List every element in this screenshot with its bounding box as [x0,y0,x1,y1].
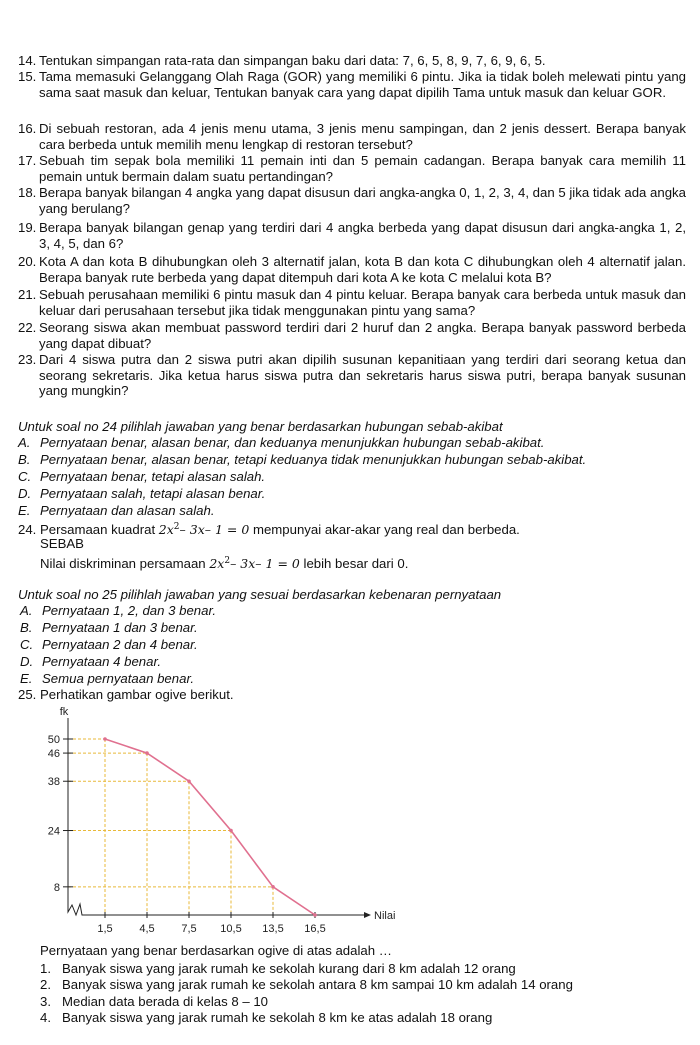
question-text: Perhatikan gambar ogive berikut. [40,687,234,702]
y-axis-label: fk [59,706,69,718]
x-tick-label: 4,5 [139,923,155,935]
data-point [313,913,317,917]
question-number: 25. [18,687,37,702]
question-17 [18,153,686,184]
statement-number: 4. [40,1010,51,1025]
question-number: 18. [18,185,37,200]
y-tick-label: 50 [47,734,60,746]
section-25-intro: Untuk soal no 25 pilihlah jawaban yang sesuai berdasarkan kebenaran pernyataan [18,587,502,602]
question-text-post: mempunyai akar-akar yang real dan berbeda. [252,522,520,538]
question-text: Berapa banyak bilangan 4 angka yang dapat disusun dari angka-angka 0, 1, 2, 3, 4, dan 5 jika tidak ada angka yang berulang? [39,185,686,216]
option-letter: D. [20,654,34,669]
chart-axes [63,718,371,918]
x-axis-arrow [364,912,371,918]
option-letter: D. [18,486,32,501]
question-24 [18,519,520,538]
option-d [18,486,265,502]
question-number: 16. [18,121,37,136]
option-b [20,620,198,636]
reason-text-post: lebih besar dari 0. [303,556,409,572]
option-text: Pernyataan 4 benar. [42,654,162,669]
option-a [18,435,544,451]
question-text: Di sebuah restoran, ada 4 jenis menu utama, 3 jenis menu sampingan, dan 2 jenis dessert. Berapa banyak cara berbeda untuk memilih menu lengkap di restoran tersebut? [39,121,686,152]
option-text: Pernyataan 2 dan 4 benar. [42,637,198,652]
data-point [145,751,149,755]
option-e [20,671,194,687]
question-text: Berapa banyak bilangan genap yang terdiri dari 4 angka berbeda yang dapat disusun dari angka-angka 1, 2, 3, 4, 5, dan 6? [39,220,686,251]
x-tick-label: 7,5 [181,923,197,935]
question-text: Dari 4 siswa putra dan 2 siswa putri akan dipilih susunan kepanitiaan yang terdiri dari seorang ketua dan seorang sekretaris. Jika ketua harus siswa putra dan sekretaris harus siswa putri, berapa banyak susunan yang mungkin? [39,352,686,399]
y-tick-label: 46 [47,748,60,761]
statement-text: Banyak siswa yang jarak rumah ke sekolah 8 km ke atas adalah 18 orang [62,1010,493,1025]
option-text: Pernyataan benar, alasan benar, tetapi keduanya tidak menunjukkan hubungan sebab-akibat. [40,452,587,467]
question-22 [18,320,686,351]
x-axis-label: Nilai [374,910,396,922]
option-e [18,503,215,519]
question-number: 23. [18,352,37,367]
x-axis-break [68,901,364,915]
question-14 [18,53,686,69]
statement-1 [40,961,516,977]
eq-term: 2x [209,556,225,572]
question-text: Sebuah tim sepak bola memiliki 11 pemain inti dan 5 pemain cadangan. Berapa banyak cara memilih 11 pemain untuk bermain dalam suatu pertandingan? [39,153,686,184]
question-16 [18,121,686,152]
option-letter: B. [18,452,31,467]
data-point [103,737,107,741]
ogive-question: Pernyataan yang benar berdasarkan ogive di atas adalah … [40,943,392,958]
ogive-chart [40,704,396,940]
question-25 [18,687,234,703]
option-c [18,469,265,485]
option-letter: A. [18,435,31,450]
question-21 [18,287,686,318]
question-number: 24. [18,522,37,538]
sebab-label: SEBAB [40,536,84,551]
x-tick-label: 1,5 [97,923,113,935]
statement-3 [40,994,268,1010]
question-number: 14. [18,53,37,68]
question-number: 22. [18,320,37,335]
option-letter: E. [20,671,33,686]
question-18 [18,185,686,216]
statement-2 [40,977,573,993]
option-text: Pernyataan benar, alasan benar, dan keduanya menunjukkan hubungan sebab-akibat. [40,435,545,450]
option-text: Pernyataan benar, tetapi alasan salah. [40,469,266,484]
question-number: 17. [18,153,37,168]
question-text: Seorang siswa akan membuat password terdiri dari 2 huruf dan 2 angka. Berapa banyak password berbeda yang dapat dibuat? [39,320,686,351]
question-number: 21. [18,287,37,302]
question-number: 20. [18,254,37,269]
question-text: Tentukan simpangan rata-rata dan simpangan baku dari data: 7, 6, 5, 8, 9, 7, 6, 9, 6, 5. [39,53,546,68]
y-tick-label: 8 [53,881,60,894]
question-15 [18,69,686,100]
option-b [18,452,586,468]
option-text: Pernyataan salah, tetapi alasan benar. [40,486,266,501]
option-text: Pernyataan 1 dan 3 benar. [42,620,198,635]
question-text-pre: Persamaan kuadrat [40,522,156,538]
option-letter: C. [20,637,34,652]
eq-rest: – 3x– 1 = 0 [179,522,250,538]
section-24-intro: Untuk soal no 24 pilihlah jawaban yang benar berdasarkan hubungan sebab-akibat [18,419,503,434]
quadratic-equation [159,522,250,537]
option-letter: B. [20,620,33,635]
question-19 [18,220,686,251]
y-tick-label: 38 [47,776,60,789]
option-text: Semua pernyataan benar. [42,671,195,686]
eq-term: 2x [158,522,174,538]
question-text: Kota A dan kota B dihubungkan oleh 3 alternatif jalan, kota B dan kota C dihubungkan oleh 4 alternatif jalan. Berapa banyak rute berbeda yang dapat ditempuh dari kota A ke kota C melalui kota B? [39,254,686,285]
eq-exponent: 2 [173,522,180,532]
option-letter: C. [18,469,32,484]
question-text: Sebuah perusahaan memiliki 6 pintu masuk dan 4 pintu keluar. Berapa banyak cara berbeda untuk masuk dan keluar dari perusahaan tersebut jika tidak menggunakan pintu yang sama? [39,287,686,318]
question-number: 15. [18,69,37,84]
option-letter: E. [18,503,31,518]
statement-4 [40,1010,492,1026]
question-23 [18,352,686,399]
option-d [20,654,161,670]
statement-number: 2. [40,977,51,992]
question-text: Tama memasuki Gelanggang Olah Raga (GOR) yang memiliki 6 pintu. Jika ia tidak boleh melewati pintu yang sama saat masuk dan keluar, Tentukan banyak cara yang dapat dipilih Tama untuk masuk dan keluar GOR. [39,69,686,100]
statement-text: Banyak siswa yang jarak rumah ke sekolah antara 8 km sampai 10 km adalah 14 orang [62,977,573,992]
option-c [20,637,198,653]
quadratic-equation [209,556,300,571]
eq-rest: – 3x– 1 = 0 [230,556,300,572]
statement-text: Banyak siswa yang jarak rumah ke sekolah kurang dari 8 km adalah 12 orang [62,961,516,976]
ogive-line [105,739,315,915]
option-a [20,603,216,619]
ogive-series [103,737,317,917]
statement-number: 1. [40,961,51,976]
statement-text: Median data berada di kelas 8 – 10 [62,994,269,1009]
x-tick-label: 13,5 [262,923,284,935]
y-tick-label: 24 [47,825,60,838]
option-text: Pernyataan dan alasan salah. [40,503,215,518]
eq-exponent: 2 [224,556,231,566]
x-tick-label: 10,5 [220,923,242,935]
question-20 [18,254,686,285]
data-point [271,885,275,889]
option-letter: A. [20,603,33,618]
guide-lines [68,739,273,915]
statement-number: 3. [40,994,51,1009]
data-point [229,829,233,833]
data-point [187,779,191,783]
reason-line [40,553,408,572]
reason-text-pre: Nilai diskriminan persamaan [40,556,206,572]
option-text: Pernyataan 1, 2, dan 3 benar. [42,603,217,618]
question-number: 19. [18,220,37,235]
x-tick-label: 16,5 [304,923,326,935]
